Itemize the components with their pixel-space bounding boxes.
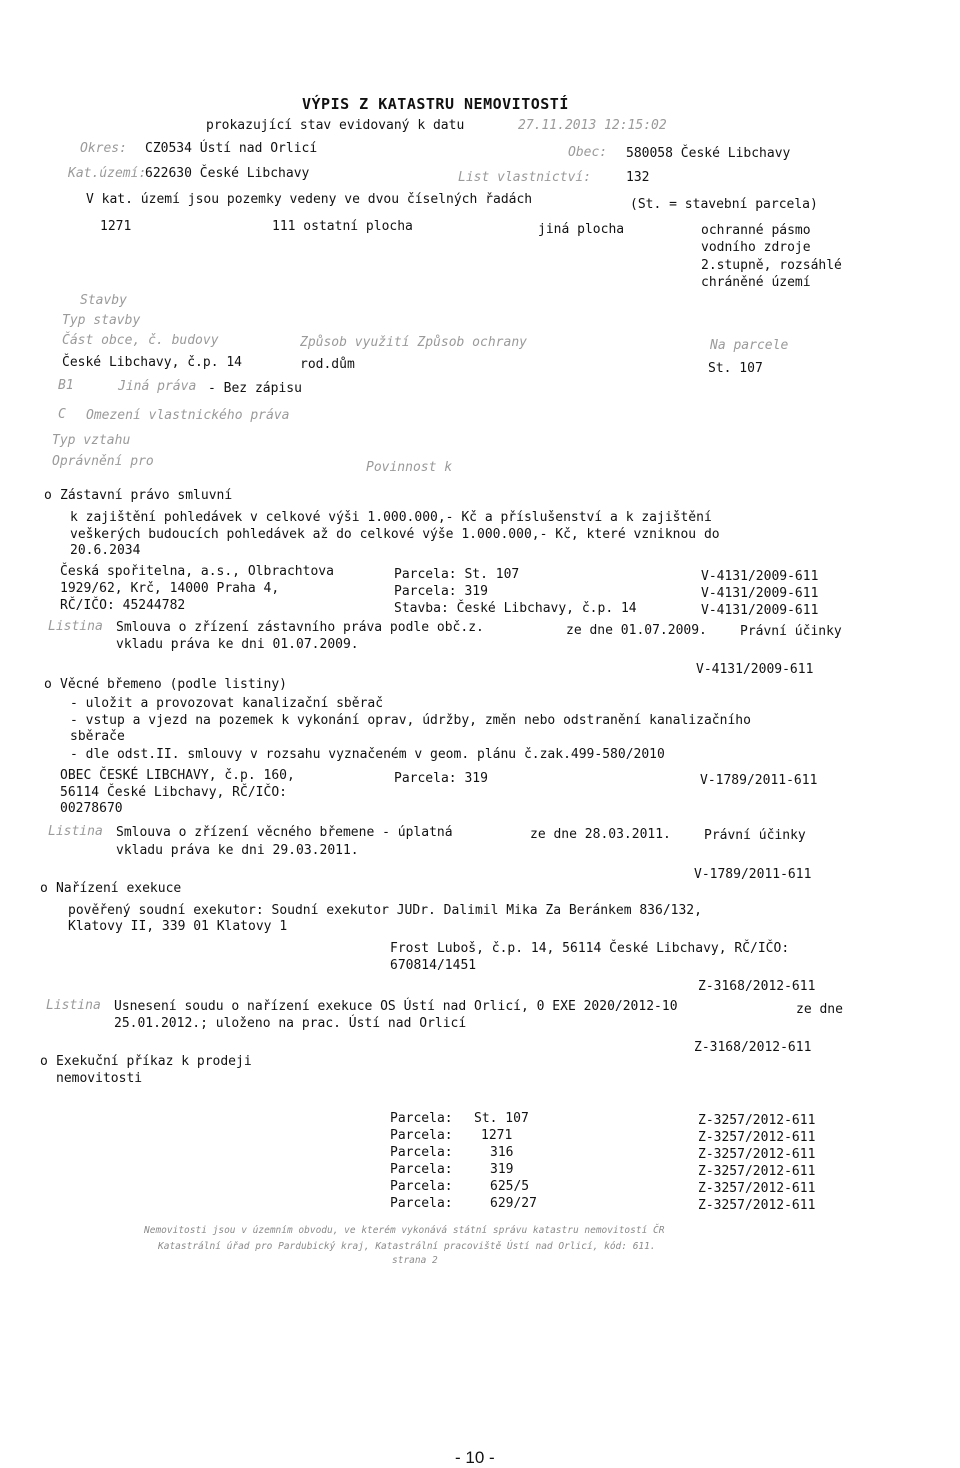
- vecne-listina-ucinky: Právní účinky: [704, 828, 806, 843]
- narizeni-listina-zedne: ze dne: [796, 1002, 843, 1017]
- zastavni-listina-ucinky: Právní účinky: [740, 624, 842, 639]
- prikaz-row-label: Parcela:: [390, 1111, 453, 1126]
- vecne-item-4: - dle odst.II. smlouvy v rozsahu vyznačeném v geom. plánu č.zak.499-580/2010: [70, 747, 665, 762]
- zastavni-object-2: Parcela: 319: [394, 584, 488, 599]
- zastavni-creditor-1: Česká spořitelna, a.s., Olbrachtova: [60, 564, 334, 579]
- vecne-object: Parcela: 319: [394, 771, 488, 786]
- note-st: (St. = stavební parcela): [630, 197, 818, 212]
- narizeni-debtor-2: 670814/1451: [390, 958, 477, 973]
- stavby-type-label: Typ stavby: [62, 313, 141, 328]
- povinnost-k: Povinnost k: [366, 460, 453, 475]
- narizeni-listina-label: Listina: [46, 998, 101, 1013]
- b1-label: Jiná práva: [118, 379, 197, 394]
- narizeni-heading: Nařízení exekuce: [56, 881, 182, 896]
- vecne-listina-ref: V-1789/2011-611: [694, 867, 812, 882]
- narizeni-bullet: o: [40, 881, 48, 896]
- stavby-row-parcela: St. 107: [708, 361, 763, 376]
- stavby-col-cast: Část obce, č. budovy: [62, 333, 219, 348]
- zastavni-object-3: Stavba: České Libchavy, č.p. 14: [394, 601, 637, 616]
- prikaz-row-label: Parcela:: [390, 1179, 453, 1194]
- prikaz-row-value: St. 107: [474, 1111, 529, 1126]
- stavby-row-zpusob: rod.dům: [300, 357, 355, 372]
- vecne-ref: V-1789/2011-611: [700, 773, 818, 788]
- stavby-row-cast: České Libchavy, č.p. 14: [62, 355, 243, 370]
- zastavni-ref-3: V-4131/2009-611: [701, 603, 819, 618]
- parcel-protection-4: chráněné území: [701, 275, 811, 290]
- prikaz-row-value: 319: [490, 1162, 514, 1177]
- vecne-party-3: 00278670: [60, 801, 123, 816]
- vecne-listina-line2: vkladu práva ke dni 29.03.2011.: [116, 843, 359, 858]
- zastavni-listina-line2: vkladu práva ke dni 01.07.2009.: [116, 637, 359, 652]
- obec-value: 580058 České Libchavy: [626, 146, 791, 161]
- list-label: List vlastnictví:: [458, 170, 592, 185]
- okres-label: Okres:: [80, 141, 127, 156]
- b1-code: B1: [58, 378, 74, 393]
- prikaz-row-ref: Z-3257/2012-611: [698, 1181, 816, 1196]
- document-title: VÝPIS Z KATASTRU NEMOVITOSTÍ: [302, 95, 569, 113]
- prikaz-row-value: 629/27: [490, 1196, 537, 1211]
- prikaz-heading-1: Exekuční příkaz k prodeji: [56, 1054, 252, 1069]
- footer-line-1: Nemovitosti jsou v územním obvodu, ve kterém vykonává státní správu katastru nemovitostí ČR: [144, 1225, 665, 1236]
- zastavni-object-1: Parcela: St. 107: [394, 567, 520, 582]
- vecne-listina-text: Smlouva o zřízení věcného břemene - úplatná: [116, 825, 453, 840]
- narizeni-debtor-1: Frost Luboš, č.p. 14, 56114 České Libchavy, RČ/IČO:: [390, 941, 790, 956]
- prikaz-heading-2: nemovitosti: [56, 1071, 143, 1086]
- obec-label: Obec:: [568, 145, 608, 160]
- vecne-party-2: 56114 České Libchavy, RČ/IČO:: [60, 785, 287, 800]
- zastavni-heading: Zástavní právo smluvní: [60, 488, 233, 503]
- vecne-item-1: - uložit a provozovat kanalizační sběrač: [70, 696, 384, 711]
- parcel-usage: jiná plocha: [538, 222, 625, 237]
- prikaz-bullet: o: [40, 1054, 48, 1069]
- prikaz-row-label: Parcela:: [390, 1145, 453, 1160]
- narizeni-listina-text: Usnesení soudu o nařízení exekuce OS Ústí nad Orlicí, 0 EXE 2020/2012-10: [114, 999, 678, 1014]
- zastavni-listina-ref: V-4131/2009-611: [696, 662, 814, 677]
- narizeni-desc-1: pověřený soudní exekutor: Soudní exekutor JUDr. Dalimil Mika Za Beránkem 836/132,: [68, 903, 702, 918]
- stavby-col-naparcele: Na parcele: [710, 338, 789, 353]
- prikaz-row-label: Parcela:: [390, 1128, 453, 1143]
- vecne-party-1: OBEC ČESKÉ LIBCHAVY, č.p. 160,: [60, 768, 295, 783]
- zastavni-creditor-2: 1929/62, Krč, 14000 Praha 4,: [60, 581, 280, 596]
- zastavni-ref-1: V-4131/2009-611: [701, 569, 819, 584]
- footer-line-2: Katastrální úřad pro Pardubický kraj, Katastrální pracoviště Ústí nad Orlicí, kód: 611.: [158, 1241, 656, 1252]
- narizeni-ref: Z-3168/2012-611: [698, 979, 816, 994]
- list-value: 132: [626, 170, 650, 185]
- zastavni-listina-date: ze dne 01.07.2009.: [566, 623, 707, 638]
- zastavni-creditor-3: RČ/IČO: 45244782: [60, 598, 186, 613]
- parcel-area-type: 111 ostatní plocha: [272, 219, 413, 234]
- narizeni-desc-2: Klatovy II, 339 01 Klatovy 1: [68, 919, 288, 934]
- zastavni-bullet: o: [44, 488, 52, 503]
- subtitle-label: prokazující stav evidovaný k datu: [206, 118, 465, 133]
- vecne-item-2: - vstup a vjezd na pozemek k vykonání oprav, údržby, změn nebo odstranění kanalizačního: [70, 713, 751, 728]
- page-number: - 10 -: [455, 1448, 495, 1467]
- prikaz-row-ref: Z-3257/2012-611: [698, 1198, 816, 1213]
- zastavni-ref-2: V-4131/2009-611: [701, 586, 819, 601]
- opravneni-pro: Oprávnění pro: [52, 454, 154, 469]
- okres-value: CZ0534 Ústí nad Orlicí: [145, 141, 318, 156]
- prikaz-row-ref: Z-3257/2012-611: [698, 1164, 816, 1179]
- narizeni-listina-line2: 25.01.2012.; uloženo na prac. Ústí nad Orlicí: [114, 1016, 467, 1031]
- prikaz-row-value: 1271: [481, 1128, 513, 1143]
- parcel-protection-3: 2.stupně, rozsáhlé: [701, 258, 842, 273]
- c-label: Omezení vlastnického práva: [86, 408, 290, 423]
- parcel-number: 1271: [100, 219, 132, 234]
- zastavni-desc-2: veškerých budoucích pohledávek až do celkové výše 1.000.000,- Kč, které vzniknou do: [70, 527, 720, 542]
- vecne-listina-label: Listina: [48, 824, 103, 839]
- zastavni-desc-3: 20.6.2034: [70, 543, 141, 558]
- parcel-protection-2: vodního zdroje: [701, 240, 811, 255]
- note-line: V kat. území jsou pozemky vedeny ve dvou číselných řadách: [86, 192, 533, 207]
- c-code: C: [58, 407, 66, 422]
- prikaz-row-value: 625/5: [490, 1179, 530, 1194]
- prikaz-row-value: 316: [490, 1145, 514, 1160]
- katuzemi-label: Kat.území:: [68, 166, 147, 181]
- prikaz-row-ref: Z-3257/2012-611: [698, 1147, 816, 1162]
- katuzemi-value: 622630 České Libchavy: [145, 166, 310, 181]
- stavby-col-zpusob: Způsob využití Způsob ochrany: [300, 335, 527, 350]
- prikaz-row-ref: Z-3257/2012-611: [698, 1130, 816, 1145]
- subtitle-date: 27.11.2013 12:15:02: [518, 118, 667, 133]
- stavby-heading: Stavby: [80, 293, 127, 308]
- narizeni-listina-ref: Z-3168/2012-611: [694, 1040, 812, 1055]
- b1-value: - Bez zápisu: [208, 381, 302, 396]
- prikaz-row-ref: Z-3257/2012-611: [698, 1113, 816, 1128]
- vecne-heading: Věcné břemeno (podle listiny): [60, 677, 287, 692]
- zastavni-listina-label: Listina: [48, 619, 103, 634]
- zastavni-listina-text: Smlouva o zřízení zástavního práva podle obč.z.: [116, 620, 484, 635]
- vecne-bullet: o: [44, 677, 52, 692]
- vecne-item-3: sběrače: [70, 729, 125, 744]
- zastavni-desc-1: k zajištění pohledávek v celkové výši 1.000.000,- Kč a příslušenství a k zajištění: [70, 510, 712, 525]
- typ-vztahu: Typ vztahu: [52, 433, 131, 448]
- footer-line-3: strana 2: [392, 1255, 438, 1266]
- prikaz-row-label: Parcela:: [390, 1162, 453, 1177]
- prikaz-row-label: Parcela:: [390, 1196, 453, 1211]
- parcel-protection-1: ochranné pásmo: [701, 223, 811, 238]
- vecne-listina-date: ze dne 28.03.2011.: [530, 827, 671, 842]
